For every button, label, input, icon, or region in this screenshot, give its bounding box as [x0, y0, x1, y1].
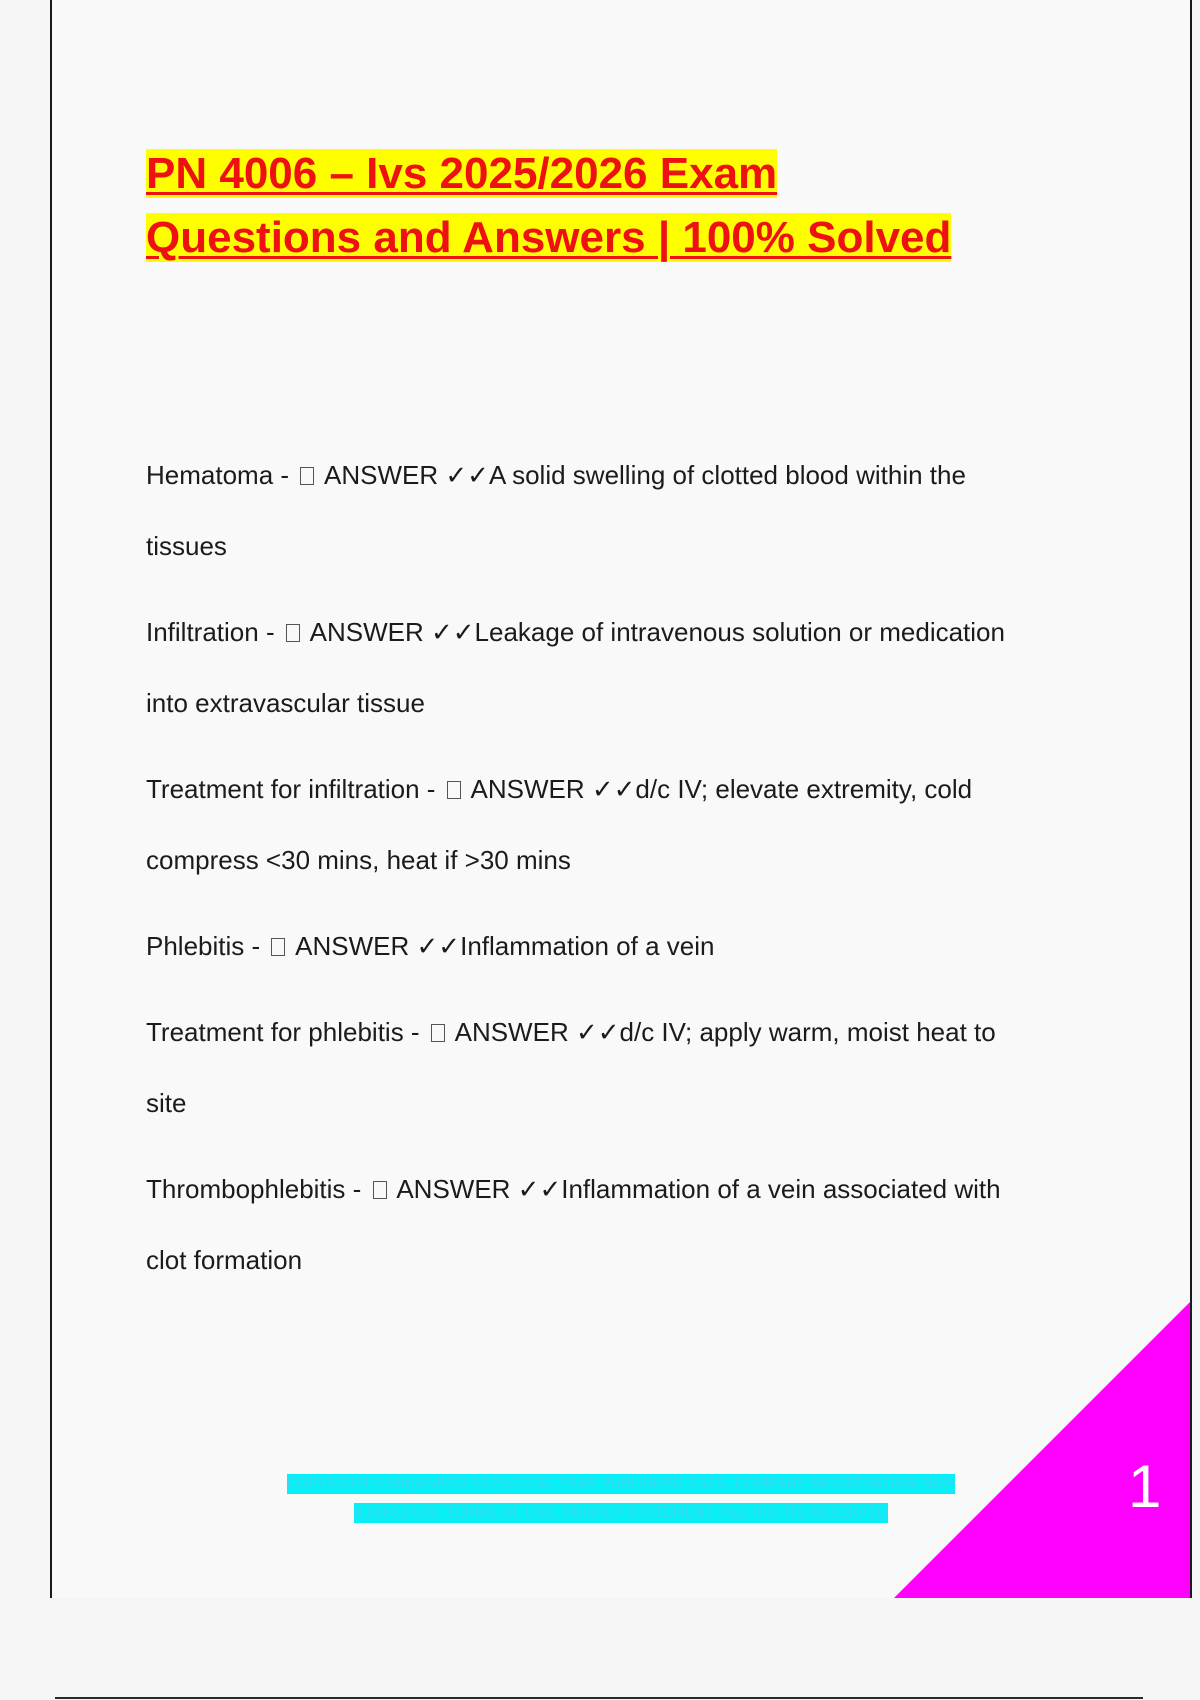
qa-term: Treatment for phlebitis -	[146, 1017, 427, 1047]
title-line-2: Questions and Answers | 100% Solved	[146, 213, 952, 262]
qa-answer-marker: ANSWER ✓✓	[318, 460, 489, 490]
missing-glyph-icon	[286, 624, 300, 642]
missing-glyph-icon	[373, 1181, 387, 1199]
qa-answer-continued: tissues	[146, 531, 227, 561]
qa-answer-marker: ANSWER ✓✓	[303, 617, 475, 647]
page-number: 1	[1128, 1453, 1162, 1520]
qa-item-infiltration	[146, 597, 1136, 739]
copyright-line-2: 619652435. TERMS OF USE. PRIVACY STATEMENT. ALL RIGHTS RESERVED	[354, 1505, 888, 1521]
qa-answer-marker: ANSWER ✓✓	[390, 1174, 562, 1204]
missing-glyph-icon	[271, 938, 285, 956]
qa-term: Thrombophlebitis -	[146, 1174, 369, 1204]
qa-term: Infiltration -	[146, 617, 282, 647]
copyright-line-1: COPYRIGHT©NINJANERD 2025/2026. YEAR PUBLISHED 2025. COMPANY REGISTRATION NUM	[286, 1476, 956, 1492]
qa-item-treatment-infiltration	[146, 754, 1136, 896]
bottom-divider	[55, 1697, 1143, 1699]
qa-term: Treatment for infiltration -	[146, 774, 443, 804]
copyright-footer	[52, 1470, 1190, 1528]
document-title	[146, 142, 1126, 270]
qa-answer-continued: compress <30 mins, heat if >30 mins	[146, 845, 571, 875]
qa-answer-marker: ANSWER ✓✓	[448, 1017, 620, 1047]
qa-item-thrombophlebitis	[146, 1154, 1136, 1296]
qa-answer: A solid swelling of clotted blood within the	[488, 460, 966, 490]
qa-item-hematoma	[146, 440, 1136, 582]
missing-glyph-icon	[447, 781, 461, 799]
qa-answer-continued: into extravascular tissue	[146, 688, 425, 718]
qa-item-treatment-phlebitis	[146, 997, 1136, 1139]
missing-glyph-icon	[431, 1024, 445, 1042]
qa-answer-continued: site	[146, 1088, 187, 1118]
title-line-1: PN 4006 – Ivs 2025/2026 Exam	[146, 149, 778, 198]
qa-answer: Inflammation of a vein	[460, 931, 715, 961]
qa-answer: d/c IV; elevate extremity, cold	[635, 774, 973, 804]
qa-answer: Inflammation of a vein associated with	[561, 1174, 1001, 1204]
qa-item-phlebitis	[146, 911, 1136, 982]
missing-glyph-icon	[300, 467, 314, 485]
qa-answer: Leakage of intravenous solution or medication	[474, 617, 1005, 647]
qa-list	[146, 440, 1136, 1311]
qa-term: Phlebitis -	[146, 931, 268, 961]
corner-triangle-decoration	[894, 1298, 1192, 1598]
qa-answer-continued: clot formation	[146, 1245, 303, 1275]
qa-answer: d/c IV; apply warm, moist heat to	[619, 1017, 996, 1047]
qa-term: Hematoma -	[146, 460, 297, 490]
qa-answer-marker: ANSWER ✓✓	[289, 931, 461, 961]
document-page	[50, 0, 1192, 1598]
qa-answer-marker: ANSWER ✓✓	[464, 774, 636, 804]
